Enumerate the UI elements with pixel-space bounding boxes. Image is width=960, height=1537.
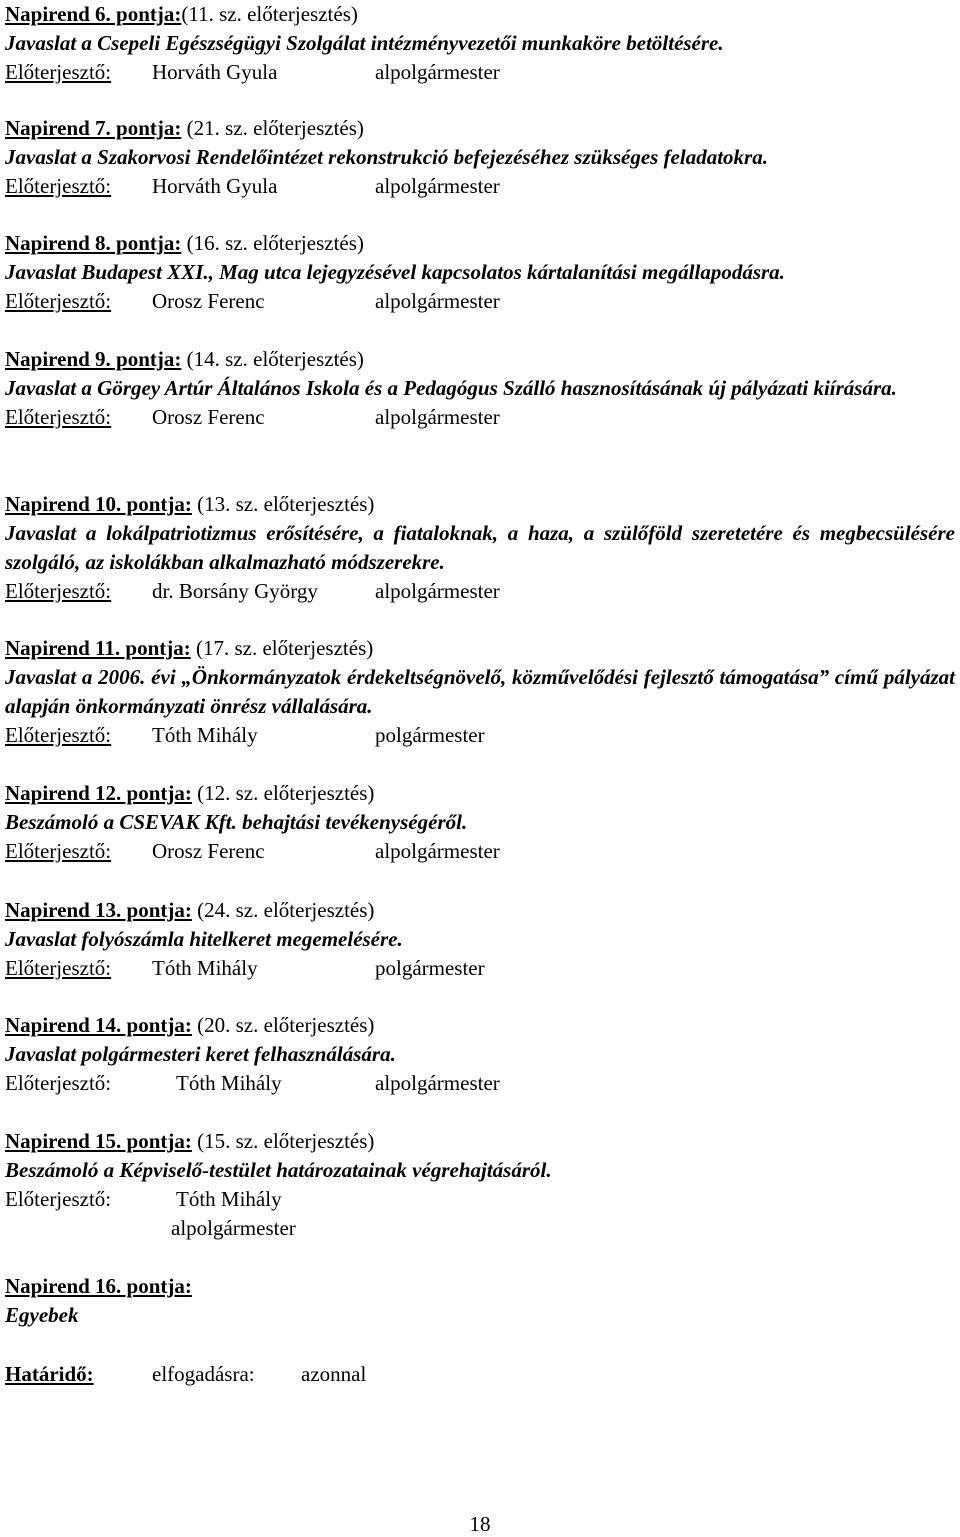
presenter-name: Orosz Ferenc — [152, 839, 265, 863]
agenda-item-number: Napirend 12. pontja: — [5, 781, 192, 805]
presenter-name: Tóth Mihály — [152, 723, 258, 747]
agenda-title: Javaslat a Görgey Artúr Általános Iskola és a Pedagógus Szálló hasznosításának új pályázati kiírására. — [5, 376, 897, 400]
proposal-ref: (21. sz. előterjesztés) — [186, 116, 364, 140]
presenter-role: alpolgármester — [375, 1071, 500, 1095]
presenter-name: Horváth Gyula — [152, 174, 278, 198]
agenda-item-number: Napirend 11. pontja: — [5, 636, 191, 660]
presenter-label: Előterjesztő: — [5, 1187, 112, 1211]
presenter-label: Előterjesztő: — [5, 723, 112, 747]
presenter-name: dr. Borsány György — [152, 579, 318, 603]
proposal-ref: (14. sz. előterjesztés) — [186, 347, 364, 371]
agenda-title: Javaslat a Csepeli Egészségügyi Szolgálat intézményvezetői munkaköre betöltésére. — [5, 31, 724, 55]
presenter-role: alpolgármester — [375, 405, 500, 429]
agenda-heading — [5, 0, 724, 29]
agenda-title: Egyebek — [5, 1303, 79, 1327]
presenter-role: alpolgármester — [375, 579, 500, 603]
agenda-heading — [5, 114, 768, 143]
presenter-line — [5, 954, 485, 983]
agenda-item-number: Napirend 6. pontja: — [5, 2, 182, 26]
agenda-item-number: Napirend 9. pontja: — [5, 347, 182, 371]
presenter-label: Előterjesztő: — [5, 956, 112, 980]
agenda-title: Beszámoló a CSEVAK Kft. behajtási tevékenységéről. — [5, 810, 468, 834]
agenda-heading — [5, 779, 500, 808]
agenda-item-number: Napirend 14. pontja: — [5, 1013, 192, 1037]
presenter-label: Előterjesztő: — [5, 289, 112, 313]
agenda-title: Javaslat folyószámla hitelkeret megemelésére. — [5, 927, 403, 951]
presenter-label: Előterjesztő: — [5, 174, 112, 198]
agenda-title: Beszámoló a Képviselő-testület határozatainak végrehajtásáról. — [5, 1158, 552, 1182]
agenda-item — [5, 779, 500, 866]
agenda-heading — [5, 345, 955, 374]
presenter-name: Orosz Ferenc — [152, 289, 265, 313]
agenda-item — [5, 1011, 500, 1098]
agenda-item — [5, 0, 724, 87]
proposal-ref: (11. sz. előterjesztés) — [181, 2, 358, 26]
presenter-role: alpolgármester — [375, 839, 500, 863]
presenter-line — [5, 403, 955, 432]
agenda-title: Javaslat a lokálpatriotizmus erősítésére, a fiataloknak, a haza, a szülőföld szeretetére és megbecsülésére szolgáló, az iskolákban alkalmazható módszerekre. — [5, 521, 955, 574]
agenda-item — [5, 490, 955, 606]
proposal-ref: (15. sz. előterjesztés) — [197, 1129, 375, 1153]
presenter-name: Tóth Mihály — [176, 1071, 282, 1095]
agenda-item — [5, 1272, 192, 1330]
agenda-item-number: Napirend 16. pontja: — [5, 1274, 192, 1298]
agenda-heading — [5, 490, 955, 519]
presenter-line — [5, 837, 500, 866]
presenter-line — [5, 1069, 500, 1098]
presenter-line — [5, 172, 768, 201]
presenter-label: Előterjesztő: — [5, 1071, 112, 1095]
presenter-label: Előterjesztő: — [5, 579, 112, 603]
page-number: 18 — [469, 1512, 491, 1536]
presenter-name: Orosz Ferenc — [152, 405, 265, 429]
proposal-ref: (16. sz. előterjesztés) — [186, 231, 364, 255]
proposal-ref: (17. sz. előterjesztés) — [195, 636, 374, 660]
presenter-label: Előterjesztő: — [5, 60, 112, 84]
presenter-name: Tóth Mihály — [176, 1187, 282, 1211]
presenter-line — [5, 58, 724, 87]
agenda-heading — [5, 634, 955, 663]
presenter-role-line — [5, 1214, 552, 1243]
presenter-label: Előterjesztő: — [5, 839, 112, 863]
deadline-field: elfogadásra: — [152, 1362, 255, 1386]
deadline-label: Határidő: — [5, 1362, 94, 1386]
agenda-item-number: Napirend 15. pontja: — [5, 1129, 192, 1153]
agenda-heading — [5, 1011, 500, 1040]
agenda-title: Javaslat Budapest XXI., Mag utca lejegyzésével kapcsolatos kártalanítási megállapodásra. — [5, 260, 785, 284]
proposal-ref: (20. sz. előterjesztés) — [197, 1013, 375, 1037]
proposal-ref: (24. sz. előterjesztés) — [197, 898, 375, 922]
agenda-item — [5, 634, 955, 750]
presenter-name: Horváth Gyula — [152, 60, 278, 84]
agenda-item-number: Napirend 10. pontja: — [5, 492, 192, 516]
presenter-role: alpolgármester — [375, 174, 500, 198]
proposal-ref: (12. sz. előterjesztés) — [197, 781, 375, 805]
presenter-label: Előterjesztő: — [5, 405, 112, 429]
presenter-role: polgármester — [375, 723, 485, 747]
agenda-title: Javaslat polgármesteri keret felhasználására. — [5, 1042, 396, 1066]
agenda-item — [5, 896, 485, 983]
presenter-line — [5, 287, 785, 316]
agenda-item — [5, 345, 955, 432]
agenda-item-number: Napirend 8. pontja: — [5, 231, 182, 255]
presenter-role: alpolgármester — [375, 289, 500, 313]
agenda-item — [5, 114, 768, 201]
agenda-item-number: Napirend 13. pontja: — [5, 898, 192, 922]
agenda-item-number: Napirend 7. pontja: — [5, 116, 182, 140]
agenda-title: Javaslat a 2006. évi „Önkormányzatok érdekeltségnövelő, közművelődési fejlesztő támogatása” című pályázat alapján önkormányzati önrész vállalására. — [5, 665, 955, 718]
proposal-ref: (13. sz. előterjesztés) — [197, 492, 375, 516]
agenda-heading — [5, 1272, 192, 1301]
presenter-role: alpolgármester — [171, 1216, 296, 1240]
deadline-value: azonnal — [301, 1362, 367, 1386]
presenter-role: alpolgármester — [375, 60, 500, 84]
agenda-title: Javaslat a Szakorvosi Rendelőintézet rekonstrukció befejezéséhez szükséges feladatokra. — [5, 145, 768, 169]
agenda-item — [5, 1127, 552, 1243]
presenter-line — [5, 577, 955, 606]
presenter-line — [5, 1185, 552, 1214]
presenter-role: polgármester — [375, 956, 485, 980]
agenda-item — [5, 229, 785, 316]
deadline-line — [5, 1360, 366, 1389]
presenter-name: Tóth Mihály — [152, 956, 258, 980]
agenda-heading — [5, 896, 485, 925]
agenda-heading — [5, 1127, 552, 1156]
agenda-heading — [5, 229, 785, 258]
presenter-line — [5, 721, 955, 750]
